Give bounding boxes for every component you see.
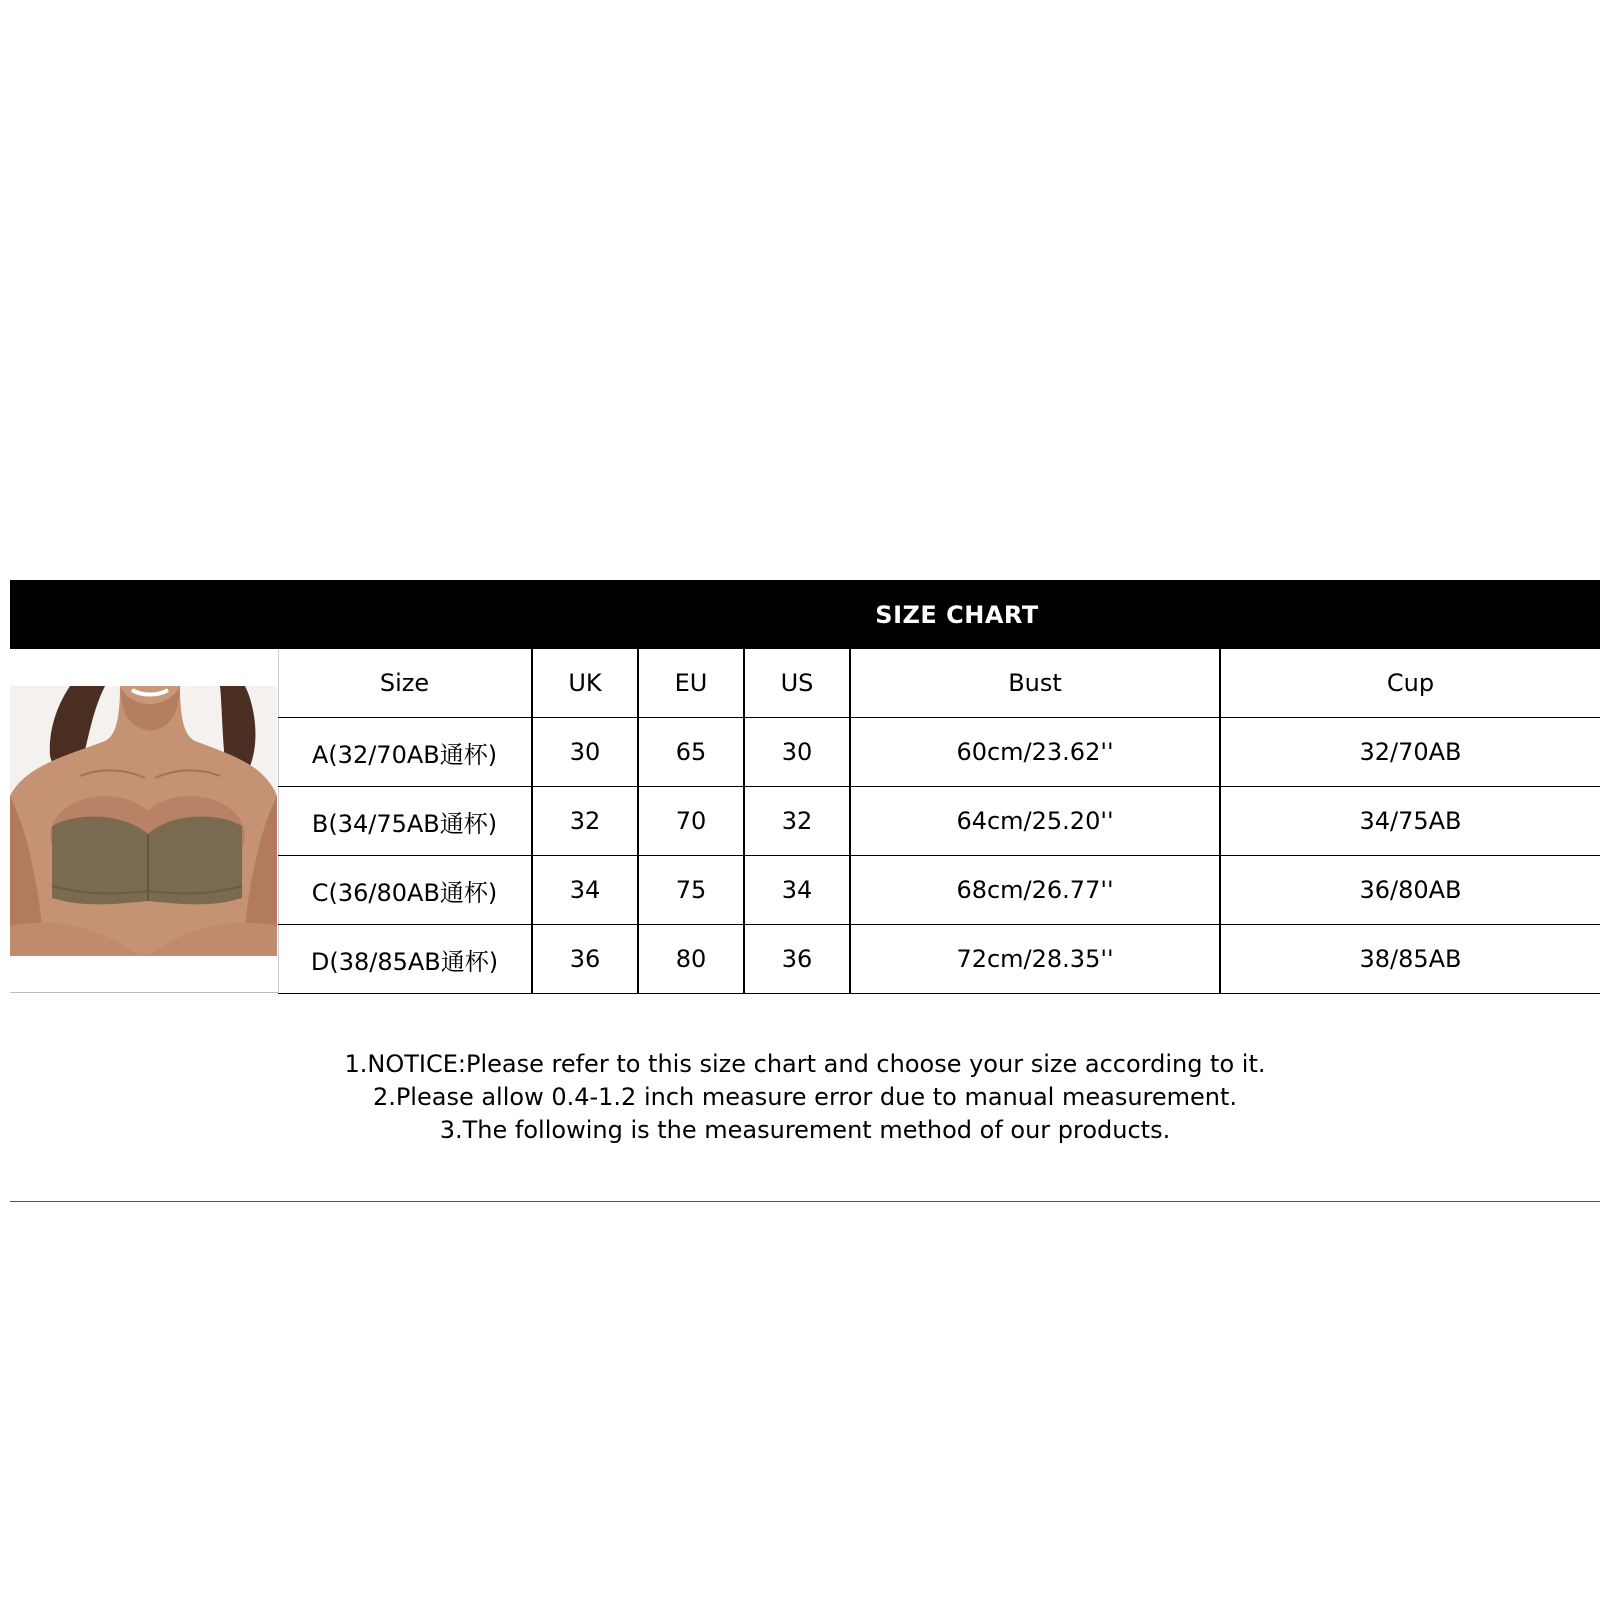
cell-uk: 30	[532, 718, 638, 787]
cell-size: B(34/75AB通杯)	[278, 787, 532, 856]
product-photo	[10, 686, 277, 956]
cell-us: 32	[744, 787, 850, 856]
cell-cup: 38/85AB	[1220, 925, 1600, 994]
note-line: 1.NOTICE:Please refer to this size chart and choose your size according to it.	[344, 1050, 1266, 1078]
table-row	[278, 925, 1600, 994]
note-line: 2.Please allow 0.4-1.2 inch measure error due to manual measurement.	[372, 1083, 1238, 1111]
cell-size: C(36/80AB通杯)	[278, 856, 532, 925]
table-header-row	[278, 649, 1600, 718]
cell-uk: 34	[532, 856, 638, 925]
bottom-divider	[10, 1201, 1600, 1202]
size-chart-header	[10, 580, 1600, 649]
cell-us: 34	[744, 856, 850, 925]
table-row	[278, 787, 1600, 856]
model-image	[10, 686, 277, 956]
cell-us: 36	[744, 925, 850, 994]
cell-bust: 64cm/25.20''	[850, 787, 1220, 856]
cell-bust: 72cm/28.35''	[850, 925, 1220, 994]
cell-eu: 80	[638, 925, 744, 994]
size-chart-title: SIZE CHART	[875, 600, 1039, 629]
photo-bottom-rule	[10, 992, 278, 993]
cell-cup: 32/70AB	[1220, 718, 1600, 787]
table-row	[278, 718, 1600, 787]
table-row	[278, 856, 1600, 925]
column-header-size: Size	[278, 649, 532, 718]
size-notes	[10, 1048, 1600, 1147]
cell-us: 30	[744, 718, 850, 787]
cell-size: A(32/70AB通杯)	[278, 718, 532, 787]
column-header-us: US	[744, 649, 850, 718]
column-header-eu: EU	[638, 649, 744, 718]
size-table	[278, 649, 1600, 994]
column-header-uk: UK	[532, 649, 638, 718]
cell-bust: 60cm/23.62''	[850, 718, 1220, 787]
cell-eu: 70	[638, 787, 744, 856]
cell-size: D(38/85AB通杯)	[278, 925, 532, 994]
cell-uk: 32	[532, 787, 638, 856]
column-header-bust: Bust	[850, 649, 1220, 718]
cell-cup: 36/80AB	[1220, 856, 1600, 925]
cell-uk: 36	[532, 925, 638, 994]
cell-cup: 34/75AB	[1220, 787, 1600, 856]
column-header-cup: Cup	[1220, 649, 1600, 718]
cell-eu: 75	[638, 856, 744, 925]
cell-bust: 68cm/26.77''	[850, 856, 1220, 925]
cell-eu: 65	[638, 718, 744, 787]
note-line: 3.The following is the measurement method of our products.	[439, 1116, 1171, 1144]
